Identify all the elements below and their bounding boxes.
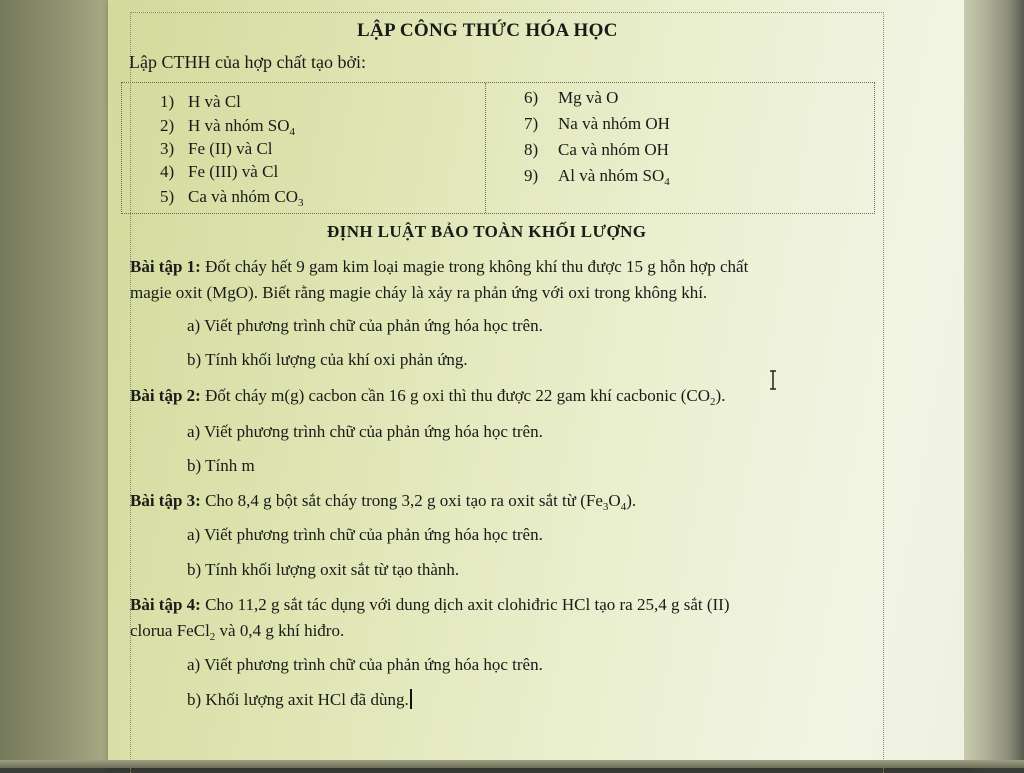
item-number: 7) bbox=[524, 114, 539, 133]
exercise-text: b) Khối lượng axit HCl đã dùng. bbox=[187, 690, 409, 709]
exercise-4-part-b bbox=[187, 689, 412, 710]
text-caret bbox=[410, 689, 412, 709]
item-number: 3) bbox=[160, 139, 175, 158]
list-item bbox=[524, 140, 669, 160]
list-item bbox=[524, 114, 670, 134]
exercise-text: clorua FeCl bbox=[130, 621, 210, 640]
list-item bbox=[160, 162, 278, 182]
exercise-label: Bài tập 1: bbox=[130, 257, 201, 276]
exercise-label: Bài tập 4: bbox=[130, 595, 201, 614]
exercise-2-part-a: a) Viết phương trình chữ của phản ứng hóa học trên. bbox=[187, 422, 543, 441]
item-number: 9) bbox=[524, 166, 539, 185]
exercise-text: ). bbox=[626, 491, 637, 510]
intro-text: Lập CTHH của hợp chất tạo bởi: bbox=[129, 52, 366, 72]
exercise-text: Cho 8,4 g bột sắt cháy trong 3,2 g oxi tạo ra oxit sắt từ (Fe bbox=[200, 491, 603, 510]
section-heading: ĐỊNH LUẬT BẢO TOÀN KHỐI LƯỢNG bbox=[327, 222, 647, 241]
item-text: Ca và nhóm CO bbox=[188, 187, 299, 206]
subscript: 2 bbox=[710, 396, 716, 408]
list-item bbox=[160, 92, 241, 112]
item-subscript: 3 bbox=[298, 197, 304, 209]
exercise-4-line-1 bbox=[130, 595, 730, 615]
exercise-text: và 0,4 g khí hiđro. bbox=[215, 621, 345, 640]
item-number: 6) bbox=[524, 88, 539, 107]
exercise-1-line-1 bbox=[130, 257, 748, 277]
item-text: H và Cl bbox=[188, 92, 241, 111]
item-number: 8) bbox=[524, 140, 539, 159]
item-text: Fe (III) và Cl bbox=[188, 162, 279, 181]
document-title: LẬP CÔNG THỨC HÓA HỌC bbox=[357, 20, 618, 41]
exercise-text: Cho 11,2 g sắt tác dụng với dung dịch axit clohiđric HCl tạo ra 25,4 g sắt (II) bbox=[200, 595, 730, 614]
item-number: 4) bbox=[160, 162, 175, 181]
item-subscript: 4 bbox=[664, 176, 670, 188]
exercise-3-line-1 bbox=[130, 491, 636, 511]
ibeam-cursor-icon bbox=[768, 370, 778, 390]
list-item bbox=[160, 187, 304, 207]
exercise-4-part-a: a) Viết phương trình chữ của phản ứng hóa học trên. bbox=[187, 655, 543, 674]
exercise-text: Đốt cháy hết 9 gam kim loại magie trong không khí thu được 15 g hỗn hợp chất bbox=[200, 257, 749, 276]
list-item bbox=[160, 116, 295, 136]
item-text: Mg và O bbox=[558, 88, 619, 107]
list-item bbox=[524, 166, 670, 186]
exercise-4-line-2 bbox=[130, 621, 344, 641]
table-column-divider bbox=[485, 83, 487, 213]
exercise-1-part-a: a) Viết phương trình chữ của phản ứng hóa học trên. bbox=[187, 316, 543, 335]
item-subscript: 4 bbox=[289, 126, 296, 138]
exercise-1-part-b: b) Tính khối lượng của khí oxi phản ứng. bbox=[187, 350, 468, 369]
exercise-text: O bbox=[608, 491, 621, 510]
item-text: Fe (II) và Cl bbox=[188, 139, 273, 158]
subscript: 2 bbox=[209, 631, 216, 643]
subscript: 4 bbox=[620, 501, 627, 513]
item-text: Al và nhóm SO bbox=[558, 166, 665, 185]
exercise-3-part-a: a) Viết phương trình chữ của phản ứng hóa học trên. bbox=[187, 525, 543, 544]
subscript: 3 bbox=[602, 501, 609, 513]
list-item bbox=[524, 88, 618, 108]
list-item bbox=[160, 139, 273, 159]
item-text: Ca và nhóm OH bbox=[558, 140, 669, 159]
window-edge bbox=[964, 0, 1024, 768]
exercise-1-line-2: magie oxit (MgO). Biết rằng magie cháy là xảy ra phản ứng với oxi trong không khí. bbox=[130, 283, 708, 302]
item-text: Na và nhóm OH bbox=[558, 114, 670, 133]
exercise-text: Đốt cháy m(g) cacbon cần 16 g oxi thì thu được 22 gam khí cacbonic (CO bbox=[200, 386, 711, 405]
exercise-label: Bài tập 2: bbox=[130, 386, 201, 405]
item-number: 1) bbox=[160, 92, 175, 111]
item-text: H và nhóm SO bbox=[188, 116, 290, 135]
item-number: 5) bbox=[160, 187, 175, 206]
exercise-2-part-b: b) Tính m bbox=[187, 456, 255, 475]
exercise-label: Bài tập 3: bbox=[130, 491, 201, 510]
exercise-2-line-1 bbox=[130, 386, 725, 406]
item-number: 2) bbox=[160, 116, 175, 135]
exercise-text: ). bbox=[715, 386, 726, 405]
exercise-3-part-b: b) Tính khối lượng oxit sắt từ tạo thành. bbox=[187, 560, 460, 579]
screen-bottom-edge bbox=[0, 760, 1024, 768]
